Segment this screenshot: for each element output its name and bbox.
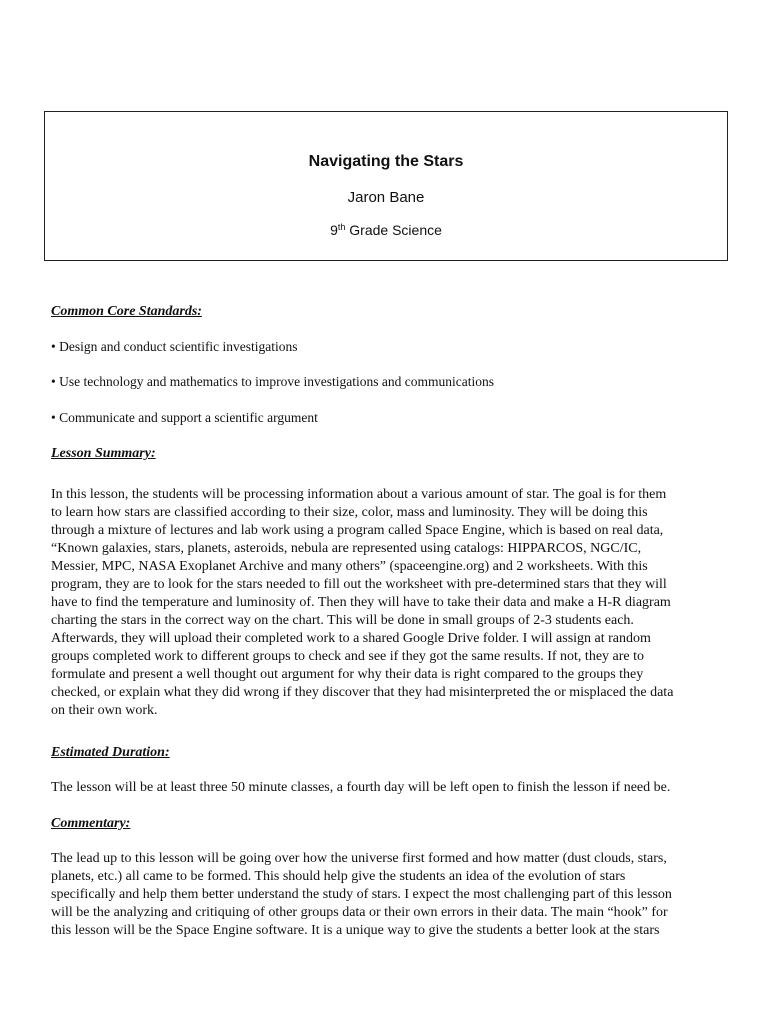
commentary-section: [51, 814, 731, 834]
grade-number: 9: [330, 222, 338, 238]
commentary-line: will be the analyzing and critiquing of other groups data or their own errors in their data. The main “hook” for: [51, 905, 668, 920]
duration-heading: Estimated Duration:: [51, 745, 170, 760]
grade-suffix: th: [337, 222, 346, 232]
summary-line: program, they are to look for the stars needed to fill out the worksheet with pre-determined stars that they will: [51, 577, 667, 592]
summary-line: Afterwards, they will upload their completed work to a shared Google Drive folder. I will assign at random: [51, 631, 651, 646]
author-name: Jaron Bane: [347, 189, 425, 206]
title-box: [44, 111, 728, 261]
summary-line: charting the stars in the correct way on the chart. This will be done in small groups of 2-3 students each.: [51, 613, 634, 628]
commentary-line: The lead up to this lesson will be going over how the universe first formed and how matter (dust clouds, stars,: [51, 851, 667, 866]
summary-heading: Lesson Summary:: [51, 446, 156, 461]
summary-line: formulate and present a well thought out argument for why their data is right compared to the groups they: [51, 667, 644, 682]
summary-line: groups completed work to different groups to check and see if they got the same results. If not, they are to: [51, 649, 645, 664]
standards-item-3-wrap: [51, 408, 731, 428]
summary-line: Messier, MPC, NASA Exoplanet Archive and many others” (spaceengine.org) and 2 worksheets. With this: [51, 559, 648, 574]
standards-item: • Use technology and mathematics to improve investigations and communications: [51, 374, 495, 389]
standards-section: [51, 302, 731, 322]
summary-line: through a mixture of lectures and lab work using a program called Space Engine, which is based on real data,: [51, 523, 664, 538]
standards-item-2-wrap: [51, 372, 731, 392]
duration-section: [51, 743, 731, 763]
commentary-paragraph: [51, 850, 731, 940]
commentary-heading: Commentary:: [51, 816, 131, 831]
standards-item: • Design and conduct scientific investigations: [51, 339, 298, 354]
summary-line: In this lesson, the students will be processing information about a various amount of star. The goal is for them: [51, 487, 667, 502]
standards-heading: Common Core Standards:: [51, 304, 202, 319]
duration-text: The lesson will be at least three 50 minute classes, a fourth day will be left open to finish the lesson if need be.: [51, 780, 671, 795]
summary-line: “Known galaxies, stars, planets, asteroids, nebula are represented using catalogs: HIPPARCOS, NGC/IC,: [51, 541, 642, 556]
grade-level: [45, 220, 727, 240]
standards-item-1-wrap: [51, 337, 731, 357]
summary-line: on their own work.: [51, 703, 158, 718]
summary-line: have to find the temperature and luminosity of. Then they will have to take their data and make a H-R diagram: [51, 595, 671, 610]
commentary-line: specifically and help them better understand the study of stars. I expect the most challenging part of this lesson: [51, 887, 672, 902]
summary-line: checked, or explain what they did wrong if they discover that they had misinterpreted the or misplaced the data: [51, 685, 674, 700]
document-title: Navigating the Stars: [308, 153, 464, 170]
commentary-line: this lesson will be the Space Engine software. It is a unique way to give the students a better look at the stars: [51, 923, 660, 938]
summary-section: [51, 444, 731, 464]
grade-text: Grade Science: [345, 222, 442, 238]
standards-item: • Communicate and support a scientific argument: [51, 410, 318, 425]
duration-paragraph: [51, 779, 731, 797]
commentary-line: planets, etc.) all came to be formed. This should help give the students an idea of the evolution of stars: [51, 869, 626, 884]
summary-paragraph: [51, 486, 731, 720]
summary-line: to learn how stars are classified according to their size, color, mass and luminosity. They will be doing this: [51, 505, 648, 520]
